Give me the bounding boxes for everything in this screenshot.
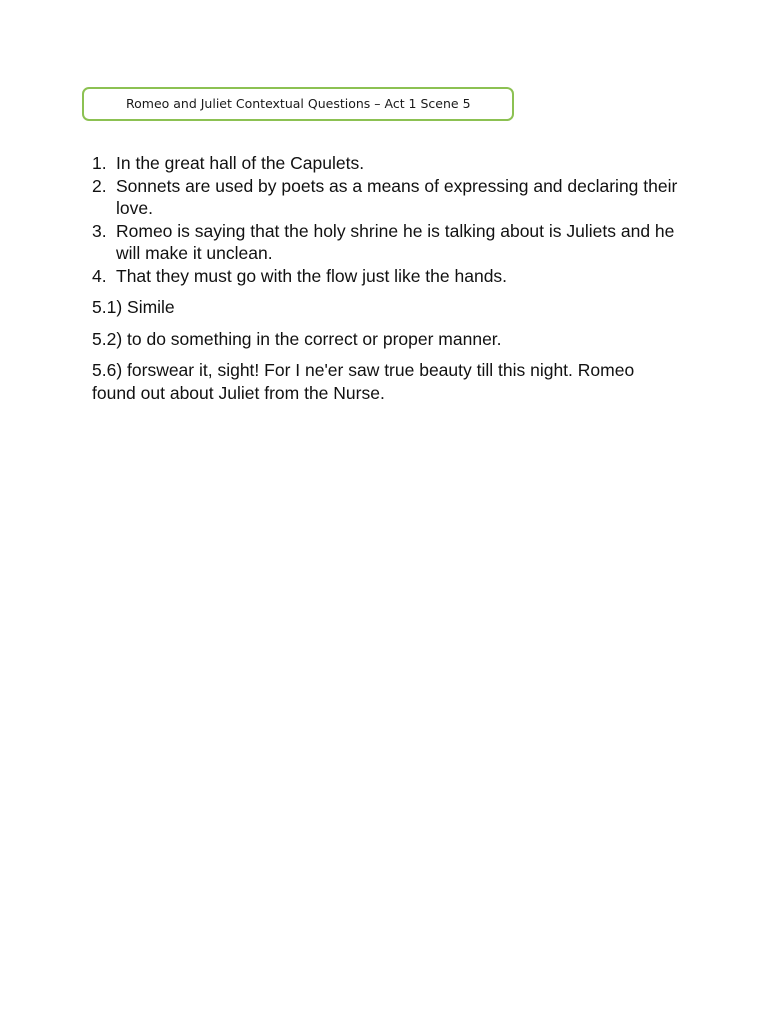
- answer-5-2: 5.2) to do something in the correct or proper manner.: [92, 328, 502, 349]
- numbered-answers: [92, 152, 682, 287]
- document-title: Romeo and Juliet Contextual Questions – Act 1 Scene 5: [126, 96, 471, 111]
- answer-item-4: [92, 265, 682, 288]
- answer-number: 2.: [92, 175, 107, 196]
- answers-section: [92, 152, 682, 404]
- answer-5-6: 5.6) forswear it, sight! For I ne'er saw true beauty till this night. Romeo found out about Juliet from the Nurse.: [92, 360, 635, 403]
- answer-text: That they must go with the flow just like the hands.: [116, 265, 508, 286]
- answer-number: 1.: [92, 153, 107, 173]
- answer-item-2: [92, 175, 682, 220]
- answer-text: Sonnets are used by poets as a means of expressing and declaring their love.: [116, 175, 678, 218]
- answer-text: In the great hall of the Capulets.: [116, 153, 365, 173]
- answer-item-3: [92, 220, 682, 265]
- answer-5-1: 5.1) Simile: [92, 297, 175, 317]
- title-box: [82, 87, 514, 121]
- answer-text: Romeo is saying that the holy shrine he is talking about is Juliets and he will make it unclean.: [116, 220, 675, 263]
- answer-item-1: [92, 152, 682, 175]
- answer-number: 4.: [92, 265, 107, 286]
- answer-number: 3.: [92, 220, 107, 241]
